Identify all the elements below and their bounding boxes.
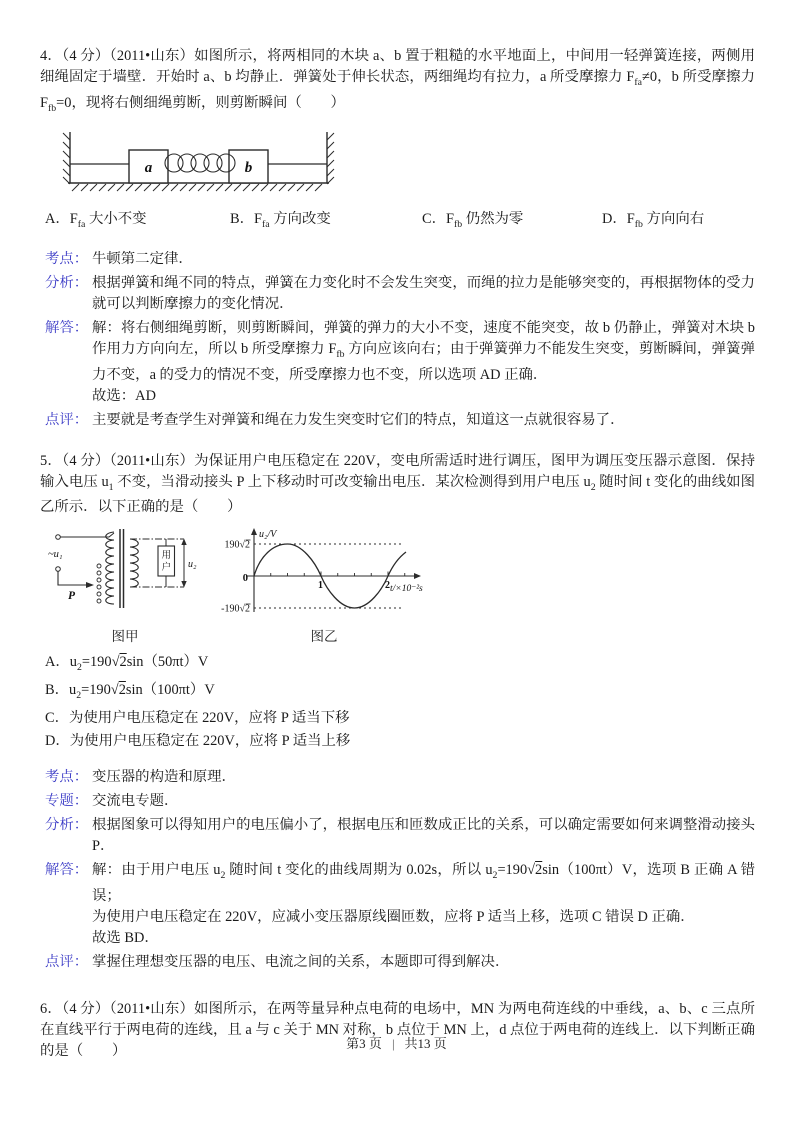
q5-options [45, 651, 755, 753]
section-label: 分析： [45, 274, 89, 291]
q5-zhuanti-row [45, 791, 755, 812]
q4-dianping-row [45, 410, 755, 431]
section-content: 根据弹簧和绳不同的特点，弹簧在力变化时不会发生突变，而绳的拉力是能够突变的，再根据物体的受力就可以判断摩擦力的变化情况． [92, 274, 755, 312]
q5-jieda-row [45, 860, 755, 949]
blocks-spring-figure [56, 126, 341, 194]
q4-jieda-row [45, 318, 755, 407]
section-label: 考点： [45, 769, 89, 786]
footer-total-pages: 共13 页 [404, 1036, 447, 1051]
source-terminal-top [56, 535, 61, 540]
section-label: 点评： [45, 954, 89, 970]
source-label: ~u₁ [48, 549, 63, 561]
graph-y-label: u₂/V [259, 529, 277, 541]
section-content: 牛顿第二定律． [92, 250, 193, 267]
q4-option-a: A．$F_{fa}$ 大小不变 [45, 210, 147, 230]
voltage-time-graph [214, 524, 434, 616]
figure-jia-caption: 图甲 [111, 629, 139, 645]
section-content: 交流电专题． [92, 793, 179, 810]
source-terminal-bottom [56, 567, 61, 572]
figure-yi-caption: 图乙 [310, 629, 338, 645]
page-footer [0, 1033, 793, 1052]
q5-fenxi-row [45, 815, 755, 857]
y-axis-arrowhead [251, 528, 257, 535]
q5-analysis-block [45, 767, 755, 973]
q5-option-d: D．为使用户电压稳定在 220V，应将 P 适当上移 [45, 733, 351, 750]
section-label: 点评： [45, 411, 89, 428]
question-4 [40, 46, 755, 431]
q4-fenxi-row [45, 273, 755, 315]
question-5 [40, 451, 755, 974]
section-content: 掌握住理想变压器的电压、电流之间的关系，本题即可得到解决． [92, 954, 510, 970]
graph-x1-label: 1 [318, 580, 323, 592]
q5-figures [46, 524, 755, 647]
ground-hatching [72, 184, 322, 191]
section-label: 解答： [45, 862, 89, 879]
secondary-coil [130, 539, 138, 587]
q5-text: 5．（4 分）（2011•山东）为保证用户电压稳定在 220V，变电所需适时进行调压，图甲为调压变压器示意图．保持输入电压 $u_1$ 不变，当滑动接头 P 上下移动时可改变输出电压．某次检测得到用户电压 $u_2$ 随时间 t 变化的曲线如图乙所示．以下正确的是（ ） [40, 452, 756, 516]
load-label-bottom: 户 [161, 563, 171, 574]
slider-label: P [68, 590, 76, 603]
slider-wire [58, 572, 88, 586]
section-content: 解：由于用户电压 $u_2$ 随时间 t 变化的曲线周期为 0.02s，所以 $u_2=190√2\sin(100\pi t)V$，选项 B 正确 A 错误； 为使用户电压稳定在 220V，应减小变压器原线圈匝数，应将 P 适当上移，选项 C 错误 D 正确． 故选 BD． [92, 862, 756, 946]
u2-label: u₂ [188, 559, 197, 571]
q6-text: 6．（4 分）（2011•山东）如图所示，在两等量异种点电荷的电场中，MN 为两电荷连线的中垂线，a、b、c 三点所在直线平行于两电荷的连线，且 a 与 c 关于 MN 对称，b 点位于 MN 上，d 点位于两电荷的连线上．以下判断正确的是（ ） [40, 1001, 755, 1059]
q4-kaodian-row [45, 249, 755, 270]
section-label: 专题： [45, 793, 89, 810]
right-wall-hatching [327, 133, 334, 184]
primary-taps [97, 564, 101, 603]
q4-analysis-block [45, 249, 755, 431]
graph-x2-label: 2 [385, 580, 390, 592]
q4-option-d: D．$F_{fb}$ 方向向右 [602, 210, 705, 230]
section-content: 解：将右侧细绳剪断，则剪断瞬间，弹簧的弹力的大小不变，速度不能突变，故 b 仍静止，弹簧对木块 b 作用力方向向左，所以 b 所受摩擦力 $F_{fb}$ 方向应该向右；由于弹簧弹力不能发生突变，剪断瞬间，弹簧弹力不变，a 的受力的情况不变，所受摩擦力也不变，所以选项 AD 正确． 故选：AD [92, 319, 755, 404]
graph-y-pos-label: 190√2 [224, 539, 250, 551]
section-content: 变压器的构造和原理． [92, 769, 236, 786]
axis-ticks [271, 572, 405, 577]
footer-separator: | [391, 1036, 395, 1051]
q4-option-b: B．$F_{fa}$ 方向改变 [230, 210, 331, 230]
section-label: 分析： [45, 817, 89, 834]
section-content: 主要就是考查学生对弹簧和绳在力发生突变时它们的特点，知道这一点就很容易了． [92, 411, 625, 428]
transformer-figure [46, 524, 204, 616]
q5-option-b: B．$u_2=190√2\sin(100\pi t)V$ [45, 682, 215, 702]
q5-option-c: C．为使用户电压稳定在 220V，应将 P 适当下移 [45, 710, 350, 727]
block-a-label: a [144, 159, 153, 176]
slider-arrowhead [86, 582, 94, 588]
section-label: 考点： [45, 250, 89, 267]
load-label-top: 用 [161, 551, 171, 562]
section-label: 解答： [45, 319, 89, 336]
q5-figure-yi [214, 524, 434, 647]
q4-figure [56, 126, 755, 201]
x-axis-arrowhead [414, 573, 421, 579]
q5-dianping-row [45, 952, 755, 973]
q4-option-c: C．$F_{fb}$ 仍然为零 [422, 210, 524, 230]
question-6 [40, 999, 755, 1062]
q4-text: 4．（4 分）（2011•山东）如图所示，将两相同的木块 a、b 置于粗糙的水平地面上，中间用一轻弹簧连接，两侧用细绳固定于墙壁．开始时 a、b 均静止．弹簧处于伸长状态，两细绳均有拉力，a 所受摩擦力 $F_{fa}\ne 0$，b 所受摩擦力 $F_{fb}=0$，现将右侧细绳剪断，则剪断瞬间（ ） [40, 48, 755, 114]
q4-options [45, 209, 755, 235]
graph-y-neg-label: -190√2 [221, 603, 250, 615]
graph-x-label: t/×10⁻²s [390, 584, 423, 595]
q5-kaodian-row [45, 767, 755, 788]
spring-coil [165, 154, 235, 172]
q5-figure-jia [46, 524, 204, 647]
section-content: 根据图象可以得知用户的电压偏小了，根据电压和匝数成正比的关系，可以确定需要如何来调整滑动接头 P． [92, 817, 755, 855]
graph-origin-label: 0 [242, 573, 248, 585]
q5-option-a: A．$u_2=190√2\sin(50\pi t)V$ [45, 654, 209, 674]
left-wall-hatching [63, 133, 70, 184]
footer-page-number: 第3 页 [346, 1036, 382, 1051]
primary-coil [106, 532, 114, 604]
block-b-label: b [244, 159, 253, 176]
